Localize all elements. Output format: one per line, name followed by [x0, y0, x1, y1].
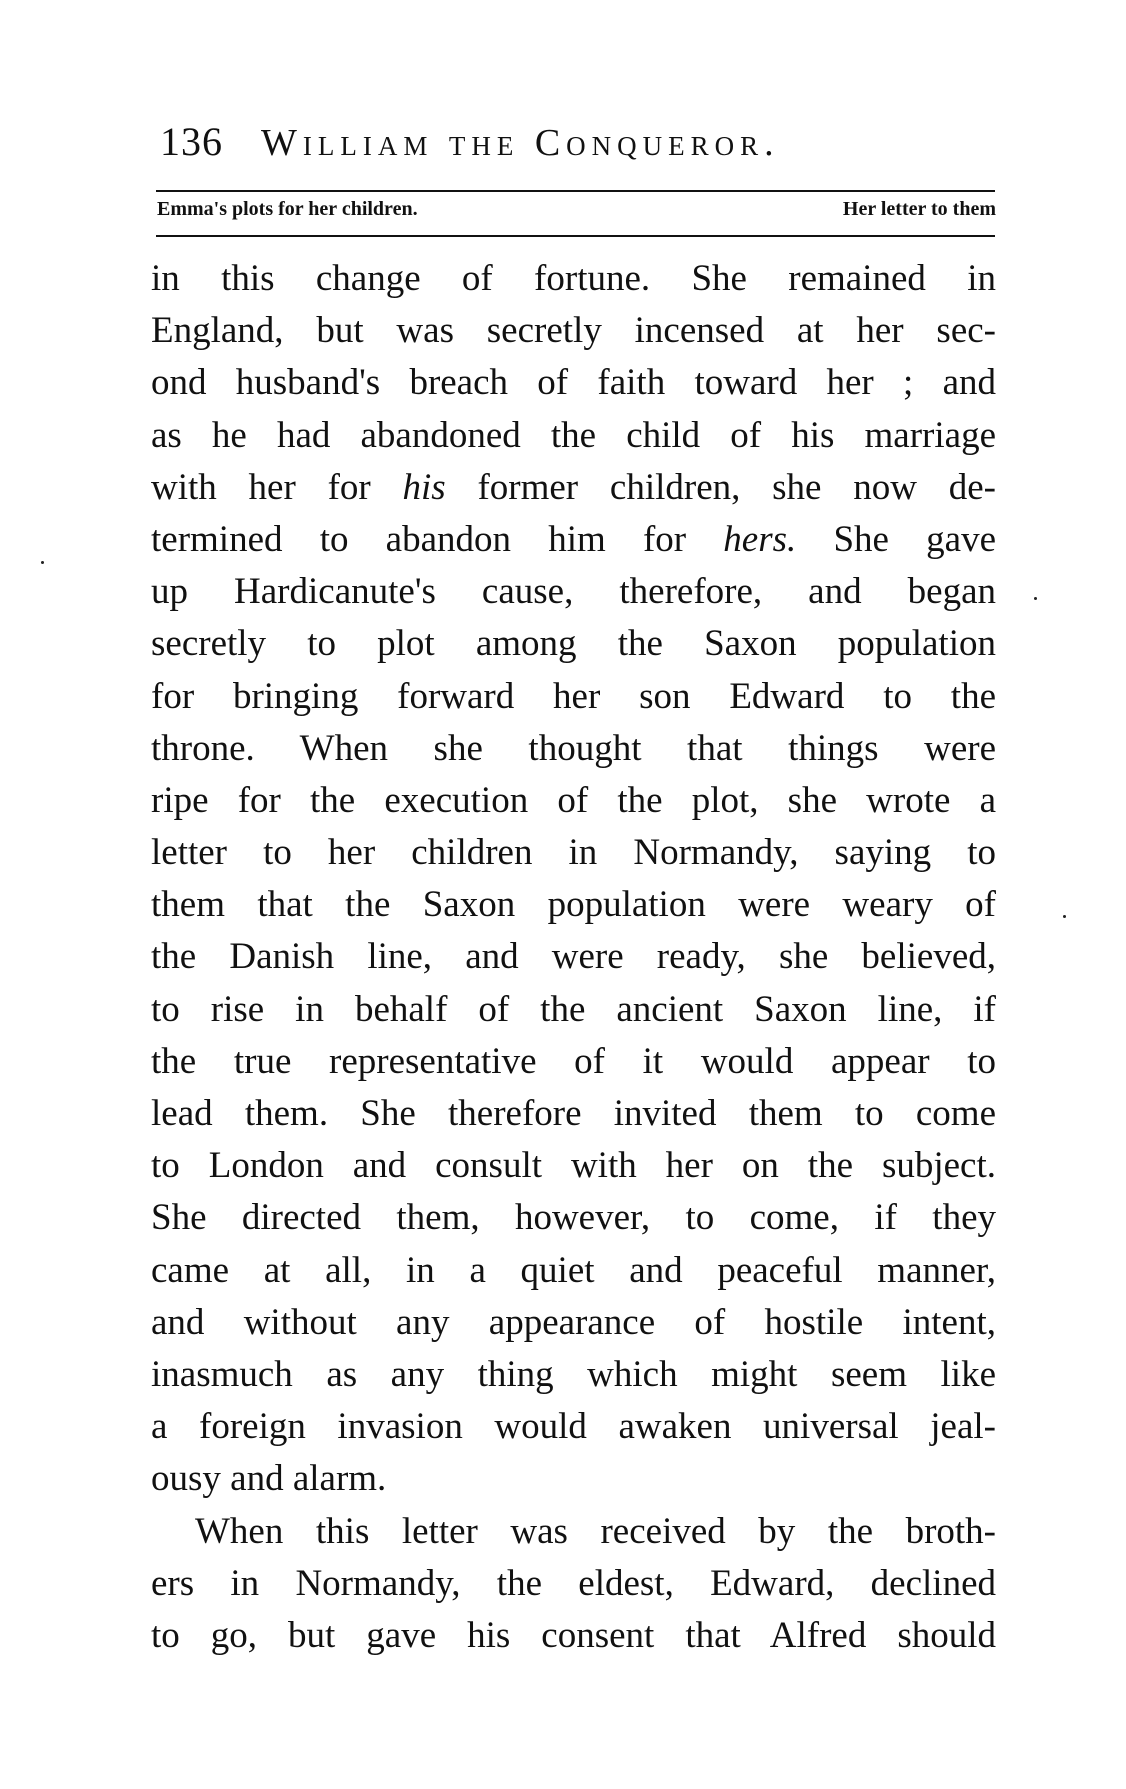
- text-line: letter to her children in Normandy, saying to: [151, 832, 996, 874]
- text-line: lead them. She therefore invited them to come: [151, 1093, 996, 1134]
- book-title: William the Conqueror.: [261, 122, 780, 164]
- text-run: former children, she now de-: [445, 466, 996, 508]
- text-run: with her for: [151, 466, 403, 508]
- left-subhead: Emma's plots for her children.: [157, 198, 418, 220]
- text-line: inasmuch as any thing which might seem like: [151, 1353, 996, 1395]
- italic-text: hers.: [723, 518, 797, 560]
- header-rule-bottom: [156, 235, 995, 237]
- text-run: termined to abandon him for: [151, 518, 724, 560]
- ink-speck: [1063, 915, 1066, 918]
- right-subhead: Her letter to them: [842, 198, 996, 220]
- text-line: to London and consult with her on the subject.: [151, 1145, 996, 1187]
- text-line: [151, 462, 996, 514]
- text-line: throne. When she thought that things were: [151, 727, 996, 769]
- text-line: to go, but gave his consent that Alfred should: [151, 1614, 996, 1656]
- running-head: [160, 118, 1000, 168]
- text-line: ers in Normandy, the eldest, Edward, declined: [151, 1562, 996, 1604]
- text-line: ripe for the execution of the plot, she wrote a: [151, 779, 996, 821]
- text-line: secretly to plot among the Saxon population: [151, 623, 996, 665]
- text-line-paragraph-start: When this letter was received by the broth-: [195, 1510, 996, 1552]
- text-line: a foreign invasion would awaken universal jeal-: [151, 1406, 996, 1448]
- text-line: to rise in behalf of the ancient Saxon line, if: [151, 988, 996, 1030]
- text-line: the true representative of it would appear to: [151, 1040, 996, 1082]
- italic-text: his: [402, 466, 446, 508]
- ink-speck: [41, 561, 44, 564]
- text-line: came at all, in a quiet and peaceful manner,: [151, 1249, 996, 1291]
- text-line: them that the Saxon population were weary of: [151, 884, 996, 926]
- text-line: [151, 514, 996, 566]
- text-line: She directed them, however, to come, if they: [151, 1197, 996, 1239]
- text-line: up Hardicanute's cause, therefore, and began: [151, 571, 996, 613]
- text-line: the Danish line, and were ready, she believed,: [151, 936, 996, 978]
- text-line: England, but was secretly incensed at her sec-: [151, 310, 996, 352]
- text-line: and without any appearance of hostile intent,: [151, 1301, 996, 1343]
- text-line: as he had abandoned the child of his marriage: [151, 414, 996, 456]
- text-line-paragraph-end: ousy and alarm.: [151, 1458, 387, 1500]
- text-line: for bringing forward her son Edward to the: [151, 675, 996, 717]
- text-line: in this change of fortune. She remained in: [151, 258, 996, 299]
- text-line: ond husband's breach of faith toward her ; and: [151, 362, 996, 404]
- page-number: 136: [160, 119, 223, 164]
- body-text: [151, 253, 996, 1662]
- ink-speck: [1034, 597, 1037, 600]
- text-run: She gave: [796, 518, 996, 560]
- header-rule-top: [156, 190, 995, 192]
